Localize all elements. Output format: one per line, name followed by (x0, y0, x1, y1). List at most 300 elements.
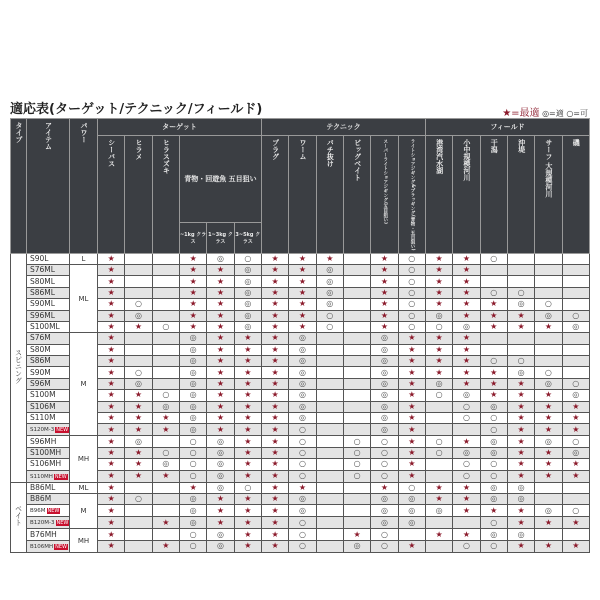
item-cell (27, 401, 70, 412)
item-cell (27, 344, 70, 355)
rating-cell: ○ (289, 447, 316, 458)
rating-cell: ◎ (371, 367, 398, 378)
rating-cell: ★ (425, 276, 452, 287)
rating-cell (316, 505, 343, 517)
rating-cell: ★ (289, 310, 316, 321)
rating-cell: ◎ (125, 436, 152, 447)
rating-cell: ○ (179, 447, 206, 458)
rating-cell: ○ (453, 401, 480, 412)
rating-cell: ◎ (535, 505, 562, 517)
rating-cell: ◎ (480, 482, 507, 493)
rating-cell: ★ (453, 482, 480, 493)
rating-cell: ★ (98, 310, 125, 321)
rating-cell: ★ (98, 344, 125, 355)
rating-cell: ★ (234, 344, 261, 355)
rating-cell: ★ (507, 378, 534, 389)
rating-cell: ★ (453, 253, 480, 264)
rating-cell (125, 482, 152, 493)
table-row (11, 276, 590, 287)
header-bachi: バチ抜け (316, 136, 343, 254)
rating-cell (343, 424, 370, 436)
item-cell (27, 493, 70, 504)
rating-cell: ○ (179, 540, 206, 552)
rating-cell (125, 276, 152, 287)
rating-cell (535, 253, 562, 264)
rating-cell: ○ (179, 529, 206, 540)
rating-cell (316, 517, 343, 529)
rating-cell: ○ (398, 287, 425, 298)
item-cell (27, 356, 70, 367)
rating-cell: ◎ (425, 378, 452, 389)
compatibility-table (10, 118, 590, 553)
rating-cell: ★ (398, 356, 425, 367)
rating-cell (480, 264, 507, 275)
rating-cell: ◎ (507, 482, 534, 493)
rating-cell (535, 356, 562, 367)
item-name: S96ML (30, 310, 55, 320)
rating-cell: ★ (480, 310, 507, 321)
item-name: S106MH (30, 459, 62, 469)
item-name: S106M (30, 401, 56, 411)
rating-cell: ★ (261, 367, 288, 378)
rating-cell (535, 287, 562, 298)
rating-cell: ★ (398, 470, 425, 482)
rating-cell (152, 493, 179, 504)
table-row (11, 299, 590, 310)
rating-cell: ★ (453, 264, 480, 275)
item-cell (27, 540, 70, 552)
rating-cell: ◎ (234, 276, 261, 287)
rating-cell (343, 253, 370, 264)
rating-cell: ◎ (234, 287, 261, 298)
rating-cell: ◎ (179, 333, 206, 344)
rating-cell: ◎ (207, 470, 234, 482)
rating-cell (152, 505, 179, 517)
table-body (11, 253, 590, 552)
item-name: S90M (30, 367, 51, 377)
rating-cell: ◎ (371, 413, 398, 424)
item-name: S100M (30, 390, 56, 400)
rating-cell: ○ (425, 390, 452, 401)
rating-cell: ★ (507, 540, 534, 552)
header-surf: サーフ 大規模河川 (535, 136, 562, 254)
rating-cell: ○ (562, 505, 589, 517)
rating-cell: ◎ (398, 505, 425, 517)
rating-cell (343, 390, 370, 401)
rating-cell: ◎ (371, 517, 398, 529)
rating-cell (125, 253, 152, 264)
rating-cell (453, 517, 480, 529)
rating-cell: ★ (453, 276, 480, 287)
power-cell: M (70, 333, 98, 436)
rating-cell: ○ (371, 529, 398, 540)
rating-cell: ◎ (425, 505, 452, 517)
item-cell (27, 424, 70, 436)
rating-cell: ○ (480, 287, 507, 298)
rating-cell (562, 333, 589, 344)
table-row (11, 436, 590, 447)
rating-cell: ★ (98, 287, 125, 298)
item-cell (27, 310, 70, 321)
rating-cell: ◎ (562, 390, 589, 401)
rating-cell: ◎ (152, 459, 179, 470)
rating-cell: ◎ (371, 493, 398, 504)
rating-cell: ★ (425, 529, 452, 540)
table-row (11, 367, 590, 378)
rating-cell: ★ (562, 517, 589, 529)
rating-cell (343, 356, 370, 367)
rating-cell: ○ (398, 264, 425, 275)
rating-cell: ★ (535, 424, 562, 436)
rating-cell: ★ (98, 333, 125, 344)
rating-cell: ★ (562, 459, 589, 470)
rating-cell: ★ (507, 413, 534, 424)
rating-cell: ★ (207, 493, 234, 504)
rating-cell: ★ (371, 276, 398, 287)
item-cell (27, 287, 70, 298)
rating-cell (425, 401, 452, 412)
header-slsj: スーパーライトショアジギング(五目狙い) (371, 136, 398, 254)
rating-cell: ◎ (179, 367, 206, 378)
rating-cell: ○ (234, 482, 261, 493)
rating-cell: ★ (234, 517, 261, 529)
rating-cell: ★ (207, 356, 234, 367)
rating-cell: ★ (234, 413, 261, 424)
rating-cell: ◎ (480, 447, 507, 458)
rating-cell: ★ (152, 517, 179, 529)
table-row (11, 482, 590, 493)
rating-cell (316, 390, 343, 401)
rating-cell: ★ (98, 436, 125, 447)
rating-cell (425, 470, 452, 482)
rating-cell: ★ (98, 447, 125, 458)
rating-cell (562, 253, 589, 264)
rating-cell: ★ (207, 287, 234, 298)
item-cell (27, 529, 70, 540)
item-cell (27, 321, 70, 332)
rating-cell: ★ (371, 253, 398, 264)
rating-cell: ★ (98, 470, 125, 482)
rating-cell (562, 482, 589, 493)
rating-cell: ★ (261, 310, 288, 321)
table-row (11, 540, 590, 552)
rating-cell: ★ (289, 276, 316, 287)
rating-cell: ◎ (207, 436, 234, 447)
rating-cell: ★ (261, 413, 288, 424)
rating-cell (152, 310, 179, 321)
rating-cell (316, 493, 343, 504)
rating-cell: ◎ (207, 459, 234, 470)
header-aomono: 青物・回遊魚 五目狙い (179, 136, 261, 223)
rating-cell: ★ (98, 299, 125, 310)
rating-cell: ★ (507, 459, 534, 470)
rating-cell: ◎ (125, 378, 152, 389)
rating-cell (152, 529, 179, 540)
item-name: S120M-3 (30, 427, 55, 434)
rating-cell: ◎ (125, 310, 152, 321)
table-row (11, 253, 590, 264)
rating-cell (125, 264, 152, 275)
rating-cell: ★ (480, 321, 507, 332)
rating-cell (316, 482, 343, 493)
new-badge: NEW (55, 543, 67, 550)
item-cell (27, 276, 70, 287)
rating-cell: ★ (261, 470, 288, 482)
rating-cell: ★ (207, 310, 234, 321)
rating-cell: ★ (207, 264, 234, 275)
rating-cell (316, 401, 343, 412)
header-item: アイテム (27, 119, 70, 254)
rating-cell: ★ (98, 529, 125, 540)
rating-cell: ★ (207, 378, 234, 389)
rating-cell: ◎ (316, 264, 343, 275)
rating-cell (343, 310, 370, 321)
legend-good: ◎=適 (542, 109, 564, 118)
rating-cell: ◎ (179, 378, 206, 389)
rating-cell: ○ (371, 447, 398, 458)
rating-cell (343, 413, 370, 424)
legend-ok: ○=可 (566, 109, 588, 118)
rating-cell (152, 344, 179, 355)
rating-cell: ○ (507, 287, 534, 298)
rating-cell: ★ (261, 493, 288, 504)
rating-cell: ★ (507, 517, 534, 529)
item-cell (27, 517, 70, 529)
rating-cell: ◎ (507, 367, 534, 378)
rating-cell: ◎ (371, 356, 398, 367)
header-kg1: ~1kg クラス (179, 222, 206, 253)
rating-cell (535, 493, 562, 504)
rating-cell (425, 540, 452, 552)
rating-cell: ★ (453, 505, 480, 517)
item-name: B120M-3 (30, 520, 55, 527)
rating-cell: ○ (398, 482, 425, 493)
rating-cell (316, 424, 343, 436)
rating-cell: ★ (562, 470, 589, 482)
rating-cell: ◎ (453, 390, 480, 401)
new-badge: NEW (54, 473, 67, 480)
header-iso: 磯 (562, 136, 589, 254)
rating-cell: ★ (425, 299, 452, 310)
rating-cell: ★ (152, 470, 179, 482)
rating-cell: ○ (535, 367, 562, 378)
item-cell (27, 413, 70, 424)
rating-cell (316, 333, 343, 344)
table-row (11, 517, 590, 529)
rating-cell: ◎ (207, 253, 234, 264)
rating-cell: ★ (261, 356, 288, 367)
rating-cell (343, 264, 370, 275)
rating-cell: ◎ (234, 321, 261, 332)
header-higata: 干潟 (480, 136, 507, 254)
rating-cell (425, 413, 452, 424)
rating-cell (425, 459, 452, 470)
item-name: S76M (30, 333, 51, 343)
rating-cell: ○ (480, 540, 507, 552)
rating-cell: ★ (507, 390, 534, 401)
rating-cell: ★ (207, 505, 234, 517)
rating-cell: ★ (562, 401, 589, 412)
header-bigbait: ビッグベイト (343, 136, 370, 254)
rating-cell: ★ (234, 436, 261, 447)
rating-cell (152, 333, 179, 344)
item-name: S110MH (30, 473, 53, 480)
rating-cell: ★ (453, 299, 480, 310)
rating-cell: ★ (480, 299, 507, 310)
rating-cell: ○ (535, 299, 562, 310)
rating-cell (398, 529, 425, 540)
rating-cell: ★ (261, 424, 288, 436)
rating-cell (316, 378, 343, 389)
rating-cell: ★ (453, 436, 480, 447)
new-badge: NEW (47, 508, 60, 515)
rating-cell: ◎ (179, 390, 206, 401)
rating-cell: ★ (453, 344, 480, 355)
header-group-field: フィールド (425, 119, 589, 136)
rating-cell: ○ (453, 470, 480, 482)
rating-cell (535, 344, 562, 355)
rating-cell: ◎ (289, 378, 316, 389)
rating-cell: ◎ (289, 401, 316, 412)
header-okitei: 沖堤 (507, 136, 534, 254)
rating-cell: ★ (535, 540, 562, 552)
rating-cell: ★ (453, 378, 480, 389)
table-row (11, 264, 590, 275)
rating-cell: ○ (289, 517, 316, 529)
rating-cell (343, 401, 370, 412)
rating-cell: ◎ (453, 321, 480, 332)
rating-cell: ◎ (480, 436, 507, 447)
rating-cell: ★ (98, 424, 125, 436)
rating-cell (507, 253, 534, 264)
rating-cell: ★ (125, 470, 152, 482)
header-plug: プラグ (261, 136, 288, 254)
rating-cell: ★ (507, 401, 534, 412)
rating-cell: ◎ (234, 264, 261, 275)
item-name: B86ML (30, 482, 56, 492)
rating-cell: ★ (289, 253, 316, 264)
rating-cell: ★ (425, 264, 452, 275)
rating-cell: ◎ (507, 299, 534, 310)
rating-cell: ★ (152, 424, 179, 436)
rating-cell: ◎ (289, 333, 316, 344)
rating-cell: ○ (179, 459, 206, 470)
rating-cell: ★ (453, 333, 480, 344)
rating-cell: ★ (261, 482, 288, 493)
item-cell (27, 436, 70, 447)
rating-cell: ◎ (371, 424, 398, 436)
item-cell (27, 378, 70, 389)
rating-cell: ◎ (179, 413, 206, 424)
item-cell (27, 264, 70, 275)
item-cell (27, 482, 70, 493)
rating-cell (125, 529, 152, 540)
rating-cell: ★ (207, 424, 234, 436)
rating-cell (535, 482, 562, 493)
rating-cell: ★ (98, 367, 125, 378)
rating-cell: ★ (98, 356, 125, 367)
item-cell (27, 505, 70, 517)
rating-cell: ◎ (507, 529, 534, 540)
rating-cell: ○ (562, 310, 589, 321)
rating-cell (316, 367, 343, 378)
rating-cell: ○ (343, 470, 370, 482)
rating-cell: ★ (207, 367, 234, 378)
item-cell (27, 459, 70, 470)
rating-cell: ◎ (316, 287, 343, 298)
rating-cell: ★ (234, 401, 261, 412)
rating-cell: ★ (398, 367, 425, 378)
table-row (11, 356, 590, 367)
rating-cell (125, 344, 152, 355)
rating-cell: ★ (261, 333, 288, 344)
item-cell (27, 390, 70, 401)
item-name: B96M (30, 508, 46, 515)
rating-cell: ◎ (425, 310, 452, 321)
rating-cell: ○ (152, 390, 179, 401)
power-cell: MH (70, 529, 98, 552)
table-row (11, 287, 590, 298)
rating-cell: ★ (179, 310, 206, 321)
rating-cell: ★ (453, 493, 480, 504)
rating-cell: ○ (289, 424, 316, 436)
rating-cell: ★ (179, 276, 206, 287)
rating-cell (343, 287, 370, 298)
rating-cell: ○ (562, 436, 589, 447)
table-row (11, 413, 590, 424)
new-badge: NEW (56, 520, 69, 527)
rating-cell (152, 482, 179, 493)
rating-cell: ◎ (371, 390, 398, 401)
rating-cell: ★ (125, 390, 152, 401)
rating-cell: ★ (535, 470, 562, 482)
rating-cell (562, 344, 589, 355)
rating-cell: ★ (398, 413, 425, 424)
type-cell (11, 482, 27, 552)
table-row (11, 344, 590, 355)
rating-cell (152, 367, 179, 378)
rating-cell: ○ (371, 436, 398, 447)
rating-cell: ★ (125, 447, 152, 458)
rating-cell (152, 356, 179, 367)
rating-cell (535, 276, 562, 287)
header-group-target: ターゲット (98, 119, 262, 136)
rating-cell: ★ (453, 310, 480, 321)
rating-cell: ★ (234, 540, 261, 552)
rating-cell: ★ (507, 505, 534, 517)
item-name: S80ML (30, 276, 55, 286)
rating-cell: ★ (425, 482, 452, 493)
rating-cell: ★ (398, 333, 425, 344)
rating-cell: ◎ (316, 276, 343, 287)
rating-cell: ★ (480, 505, 507, 517)
rating-cell: ★ (207, 413, 234, 424)
rating-cell: ★ (207, 321, 234, 332)
rating-cell: ○ (425, 436, 452, 447)
item-name: S110M (30, 413, 56, 423)
rating-cell: ○ (398, 276, 425, 287)
rating-cell: ★ (98, 264, 125, 275)
rating-cell: ★ (125, 413, 152, 424)
rating-cell: ○ (480, 413, 507, 424)
header-power: パワー (70, 119, 98, 254)
rating-cell: ○ (371, 459, 398, 470)
rating-cell (343, 505, 370, 517)
rating-cell: ★ (125, 459, 152, 470)
rating-cell (343, 367, 370, 378)
header-type: タイプ (11, 119, 27, 254)
rating-cell: ◎ (371, 333, 398, 344)
